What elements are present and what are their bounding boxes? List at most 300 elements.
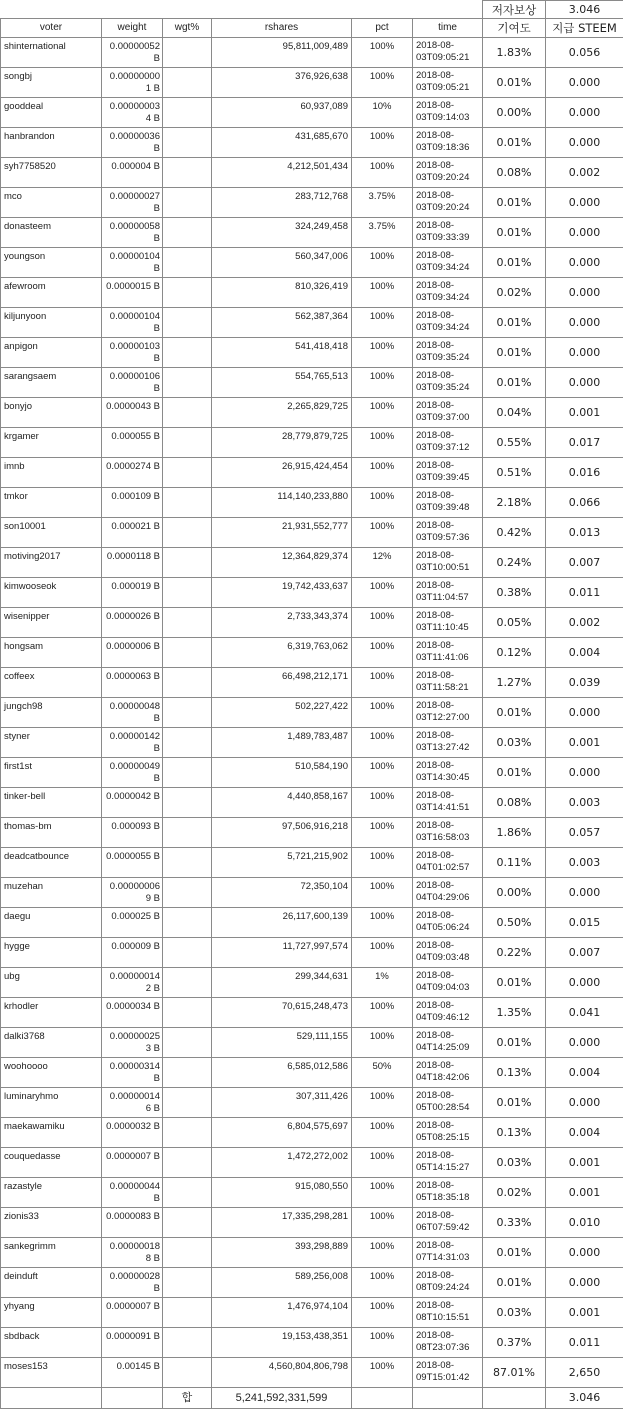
rshares-cell: 60,937,089 [212,98,352,128]
time-cell: 2018-08-03T14:41:51 [413,788,483,818]
header-row [1,19,623,38]
rshares-cell: 1,476,974,104 [212,1298,352,1328]
payout-cell: 0.000 [546,338,623,368]
voter-cell: kimwooseok [1,578,102,608]
table-row [1,878,623,908]
rshares-cell: 11,727,997,574 [212,938,352,968]
table-row [1,848,623,878]
payout-cell: 0.056 [546,38,623,68]
pct-cell: 100% [352,1178,413,1208]
contribution-cell: 0.04% [483,398,546,428]
voter-cell: muzehan [1,878,102,908]
voter-cell: yhyang [1,1298,102,1328]
pct-cell: 100% [352,668,413,698]
table-row [1,368,623,398]
pct-cell: 100% [352,908,413,938]
wgt-pct-cell [163,1298,212,1328]
rshares-cell: 810,326,419 [212,278,352,308]
wgt-pct-cell [163,698,212,728]
time-cell: 2018-08-03T12:27:00 [413,698,483,728]
payout-cell: 0.000 [546,248,623,278]
wgt-pct-cell [163,488,212,518]
table-row [1,1028,623,1058]
payout-cell: 0.000 [546,68,623,98]
rshares-cell: 562,387,364 [212,308,352,338]
rshares-cell: 95,811,009,489 [212,38,352,68]
table-row [1,1328,623,1358]
weight-cell: 0.000055 B [102,428,163,458]
rshares-cell: 21,931,552,777 [212,518,352,548]
wgt-pct-cell [163,368,212,398]
voter-cell: tmkor [1,488,102,518]
pct-cell: 100% [352,998,413,1028]
weight-cell: 0.000021 B [102,518,163,548]
weight-cell: 0.00000025 3 B [102,1028,163,1058]
table-row [1,1238,623,1268]
time-cell: 2018-08-09T15:01:42 [413,1358,483,1388]
weight-cell: 0.0000274 B [102,458,163,488]
contribution-cell: 0.01% [483,368,546,398]
table-row [1,218,623,248]
weight-cell: 0.000019 B [102,578,163,608]
wgt-pct-cell [163,788,212,818]
payout-cell: 0.000 [546,1028,623,1058]
payout-cell: 0.002 [546,158,623,188]
voter-cell: gooddeal [1,98,102,128]
payout-cell: 0.000 [546,368,623,398]
voter-cell: coffeex [1,668,102,698]
time-cell: 2018-08-03T09:05:21 [413,38,483,68]
voter-cell: hanbrandon [1,128,102,158]
contribution-cell: 0.01% [483,968,546,998]
weight-cell: 0.0000118 B [102,548,163,578]
weight-cell: 0.000093 B [102,818,163,848]
payout-cell: 0.013 [546,518,623,548]
contribution-cell: 0.00% [483,878,546,908]
wgt-pct-cell [163,638,212,668]
weight-cell: 0.00000048 B [102,698,163,728]
time-cell: 2018-08-04T09:04:03 [413,968,483,998]
contribution-cell: 0.12% [483,638,546,668]
payout-cell: 0.000 [546,878,623,908]
wgt-pct-cell [163,878,212,908]
wgt-pct-cell [163,578,212,608]
payout-cell: 0.010 [546,1208,623,1238]
weight-cell: 0.00000314 B [102,1058,163,1088]
table-row [1,1148,623,1178]
pct-cell: 100% [352,638,413,668]
voter-cell: kiljunyoon [1,308,102,338]
time-cell: 2018-08-03T09:35:24 [413,368,483,398]
pct-cell: 100% [352,938,413,968]
table-row [1,248,623,278]
rshares-cell: 70,615,248,473 [212,998,352,1028]
header-time: time [413,19,483,38]
wgt-pct-cell [163,818,212,848]
payout-cell: 0.039 [546,668,623,698]
voter-cell: bonyjo [1,398,102,428]
rshares-cell: 299,344,631 [212,968,352,998]
contribution-cell: 1.86% [483,818,546,848]
rshares-cell: 283,712,768 [212,188,352,218]
payout-cell: 0.003 [546,788,623,818]
table-row [1,398,623,428]
payout-cell: 0.004 [546,638,623,668]
weight-cell: 0.00000044 B [102,1178,163,1208]
rshares-cell: 324,249,458 [212,218,352,248]
rshares-cell: 529,111,155 [212,1028,352,1058]
voter-cell: first1st [1,758,102,788]
payout-cell: 0.001 [546,728,623,758]
time-cell: 2018-08-05T18:35:18 [413,1178,483,1208]
wgt-pct-cell [163,248,212,278]
summary-row [1,1,623,19]
wgt-pct-cell [163,518,212,548]
table-row [1,728,623,758]
weight-cell: 0.00000058 B [102,218,163,248]
payout-cell: 0.000 [546,968,623,998]
wgt-pct-cell [163,188,212,218]
time-cell: 2018-08-03T11:41:06 [413,638,483,668]
rshares-cell: 4,440,858,167 [212,788,352,818]
contribution-cell: 0.01% [483,1028,546,1058]
voter-cell: daegu [1,908,102,938]
rshares-cell: 4,212,501,434 [212,158,352,188]
header-payout: 지급 STEEM [546,19,623,38]
weight-cell: 0.00000104 B [102,248,163,278]
payout-cell: 0.000 [546,758,623,788]
wgt-pct-cell [163,1118,212,1148]
time-cell: 2018-08-04T04:29:06 [413,878,483,908]
time-cell: 2018-08-03T14:30:45 [413,758,483,788]
table-row [1,1088,623,1118]
table-row [1,458,623,488]
table-row [1,128,623,158]
voter-cell: syh7758520 [1,158,102,188]
time-cell: 2018-08-05T08:25:15 [413,1118,483,1148]
wgt-pct-cell [163,218,212,248]
table-row [1,68,623,98]
table-row [1,188,623,218]
wgt-pct-cell [163,38,212,68]
contribution-cell: 0.01% [483,68,546,98]
table-row [1,38,623,68]
time-cell: 2018-08-03T09:39:48 [413,488,483,518]
pct-cell: 100% [352,1328,413,1358]
pct-cell: 100% [352,1028,413,1058]
contribution-cell: 0.00% [483,98,546,128]
header-weight: weight [102,19,163,38]
pct-cell: 100% [352,1118,413,1148]
payout-cell: 0.066 [546,488,623,518]
payout-cell: 0.001 [546,398,623,428]
table-row [1,578,623,608]
time-cell: 2018-08-03T09:37:00 [413,398,483,428]
contribution-cell: 0.01% [483,698,546,728]
voter-cell: songbj [1,68,102,98]
contribution-cell: 0.01% [483,308,546,338]
wgt-pct-cell [163,278,212,308]
contribution-cell: 0.01% [483,1238,546,1268]
payout-cell: 0.000 [546,278,623,308]
rshares-cell: 510,584,190 [212,758,352,788]
time-cell: 2018-08-03T09:39:45 [413,458,483,488]
wgt-pct-cell [163,968,212,998]
contribution-cell: 0.01% [483,218,546,248]
pct-cell: 100% [352,518,413,548]
pct-cell: 100% [352,278,413,308]
time-cell: 2018-08-03T09:34:24 [413,248,483,278]
voter-cell: zionis33 [1,1208,102,1238]
total-empty-cell [483,1388,546,1409]
table-row [1,1058,623,1088]
weight-cell: 0.00000003 4 B [102,98,163,128]
contribution-cell: 1.27% [483,668,546,698]
table-row [1,1268,623,1298]
time-cell: 2018-08-03T10:00:51 [413,548,483,578]
wgt-pct-cell [163,1358,212,1388]
weight-cell: 0.000004 B [102,158,163,188]
payout-cell: 2,650 [546,1358,623,1388]
voter-cell: son10001 [1,518,102,548]
pct-cell: 100% [352,788,413,818]
table-row [1,788,623,818]
payout-cell: 0.003 [546,848,623,878]
rshares-cell: 12,364,829,374 [212,548,352,578]
pct-cell: 12% [352,548,413,578]
total-empty-cell [413,1388,483,1409]
voter-cell: tinker-bell [1,788,102,818]
header-contribution: 기여도 [483,19,546,38]
contribution-cell: 0.02% [483,1178,546,1208]
pct-cell: 100% [352,128,413,158]
table-row [1,938,623,968]
author-reward-label: 저자보상 [483,1,546,19]
total-label: 합 [163,1388,212,1409]
rshares-cell: 2,265,829,725 [212,398,352,428]
table-row [1,968,623,998]
contribution-cell: 0.51% [483,458,546,488]
voter-cell: wisenipper [1,608,102,638]
pct-cell: 100% [352,368,413,398]
contribution-cell: 0.03% [483,1148,546,1178]
time-cell: 2018-08-08T10:15:51 [413,1298,483,1328]
weight-cell: 0.0000006 B [102,638,163,668]
contribution-cell: 0.03% [483,728,546,758]
voter-cell: donasteem [1,218,102,248]
table-row [1,1208,623,1238]
rshares-cell: 2,733,343,374 [212,608,352,638]
table-row [1,1118,623,1148]
table-row [1,308,623,338]
time-cell: 2018-08-03T09:34:24 [413,308,483,338]
voter-cell: mco [1,188,102,218]
pct-cell: 100% [352,338,413,368]
pct-cell: 100% [352,1238,413,1268]
weight-cell: 0.00000000 1 B [102,68,163,98]
pct-cell: 100% [352,38,413,68]
table-row [1,1358,623,1388]
wgt-pct-cell [163,98,212,128]
table-row [1,428,623,458]
author-reward-value: 3.046 [546,1,623,19]
pct-cell: 100% [352,878,413,908]
weight-cell: 0.0000091 B [102,1328,163,1358]
weight-cell: 0.0000043 B [102,398,163,428]
wgt-pct-cell [163,398,212,428]
payout-cell: 0.000 [546,128,623,158]
total-empty-cell [352,1388,413,1409]
wgt-pct-cell [163,1268,212,1298]
time-cell: 2018-08-03T09:18:36 [413,128,483,158]
contribution-cell: 0.01% [483,758,546,788]
contribution-cell: 0.13% [483,1118,546,1148]
pct-cell: 100% [352,818,413,848]
total-payout: 3.046 [546,1388,623,1409]
header-wgt-pct: wgt% [163,19,212,38]
weight-cell: 0.00000027 B [102,188,163,218]
time-cell: 2018-08-07T14:31:03 [413,1238,483,1268]
wgt-pct-cell [163,1088,212,1118]
contribution-cell: 1.83% [483,38,546,68]
time-cell: 2018-08-03T09:34:24 [413,278,483,308]
voter-cell: dalki3768 [1,1028,102,1058]
contribution-cell: 0.42% [483,518,546,548]
weight-cell: 0.0000055 B [102,848,163,878]
wgt-pct-cell [163,1028,212,1058]
payout-cell: 0.007 [546,548,623,578]
rshares-cell: 6,804,575,697 [212,1118,352,1148]
voter-cell: jungch98 [1,698,102,728]
rshares-cell: 5,721,215,902 [212,848,352,878]
table-row [1,668,623,698]
rshares-cell: 502,227,422 [212,698,352,728]
rshares-cell: 114,140,233,880 [212,488,352,518]
rshares-cell: 28,779,879,725 [212,428,352,458]
payout-cell: 0.017 [546,428,623,458]
payout-cell: 0.004 [546,1118,623,1148]
voter-cell: hygge [1,938,102,968]
weight-cell: 0.00145 B [102,1358,163,1388]
voter-cell: deinduft [1,1268,102,1298]
contribution-cell: 0.13% [483,1058,546,1088]
header-pct: pct [352,19,413,38]
payout-cell: 0.000 [546,1268,623,1298]
pct-cell: 100% [352,1088,413,1118]
rshares-cell: 4,560,804,806,798 [212,1358,352,1388]
time-cell: 2018-08-03T16:58:03 [413,818,483,848]
total-empty-cell [102,1388,163,1409]
header-rshares: rshares [212,19,352,38]
weight-cell: 0.0000026 B [102,608,163,638]
weight-cell: 0.0000015 B [102,278,163,308]
voter-cell: deadcatbounce [1,848,102,878]
contribution-cell: 0.22% [483,938,546,968]
contribution-cell: 0.11% [483,848,546,878]
payout-cell: 0.004 [546,1058,623,1088]
weight-cell: 0.00000106 B [102,368,163,398]
weight-cell: 0.0000007 B [102,1298,163,1328]
voter-cell: imnb [1,458,102,488]
time-cell: 2018-08-04T05:06:24 [413,908,483,938]
table-row [1,518,623,548]
contribution-cell: 2.18% [483,488,546,518]
payout-cell: 0.000 [546,98,623,128]
rshares-cell: 26,915,424,454 [212,458,352,488]
voter-cell: sbdback [1,1328,102,1358]
contribution-cell: 0.01% [483,338,546,368]
voter-cell: luminaryhmo [1,1088,102,1118]
wgt-pct-cell [163,938,212,968]
pct-cell: 100% [352,1298,413,1328]
rshares-cell: 97,506,916,218 [212,818,352,848]
voter-cell: couquedasse [1,1148,102,1178]
table-row [1,908,623,938]
table-row [1,638,623,668]
rshares-cell: 1,472,272,002 [212,1148,352,1178]
voter-cell: krgamer [1,428,102,458]
payout-cell: 0.001 [546,1178,623,1208]
weight-cell: 0.00000014 2 B [102,968,163,998]
table-row [1,698,623,728]
contribution-cell: 0.24% [483,548,546,578]
wgt-pct-cell [163,728,212,758]
contribution-cell: 0.01% [483,1268,546,1298]
rshares-cell: 19,742,433,637 [212,578,352,608]
rshares-cell: 589,256,008 [212,1268,352,1298]
weight-cell: 0.0000083 B [102,1208,163,1238]
wgt-pct-cell [163,908,212,938]
wgt-pct-cell [163,68,212,98]
rshares-cell: 307,311,426 [212,1088,352,1118]
time-cell: 2018-08-03T11:10:45 [413,608,483,638]
payout-cell: 0.002 [546,608,623,638]
contribution-cell: 0.38% [483,578,546,608]
weight-cell: 0.00000049 B [102,758,163,788]
wgt-pct-cell [163,758,212,788]
time-cell: 2018-08-04T09:46:12 [413,998,483,1028]
weight-cell: 0.00000014 6 B [102,1088,163,1118]
voter-cell: woohoooo [1,1058,102,1088]
time-cell: 2018-08-08T23:07:36 [413,1328,483,1358]
contribution-cell: 0.01% [483,128,546,158]
pct-cell: 1% [352,968,413,998]
pct-cell: 100% [352,308,413,338]
weight-cell: 0.000009 B [102,938,163,968]
wgt-pct-cell [163,848,212,878]
voter-cell: youngson [1,248,102,278]
contribution-cell: 0.37% [483,1328,546,1358]
payout-cell: 0.000 [546,188,623,218]
wgt-pct-cell [163,1058,212,1088]
pct-cell: 100% [352,458,413,488]
weight-cell: 0.0000063 B [102,668,163,698]
table-row [1,1298,623,1328]
voter-cell: sankegrimm [1,1238,102,1268]
voter-cell: shinternational [1,38,102,68]
time-cell: 2018-08-03T09:57:36 [413,518,483,548]
header-voter: voter [1,19,102,38]
voter-cell: styner [1,728,102,758]
contribution-cell: 0.33% [483,1208,546,1238]
voter-cell: thomas-bm [1,818,102,848]
time-cell: 2018-08-04T18:42:06 [413,1058,483,1088]
pct-cell: 100% [352,428,413,458]
contribution-cell: 0.01% [483,1088,546,1118]
payout-cell: 0.000 [546,1238,623,1268]
rshares-cell: 376,926,638 [212,68,352,98]
table-row [1,548,623,578]
